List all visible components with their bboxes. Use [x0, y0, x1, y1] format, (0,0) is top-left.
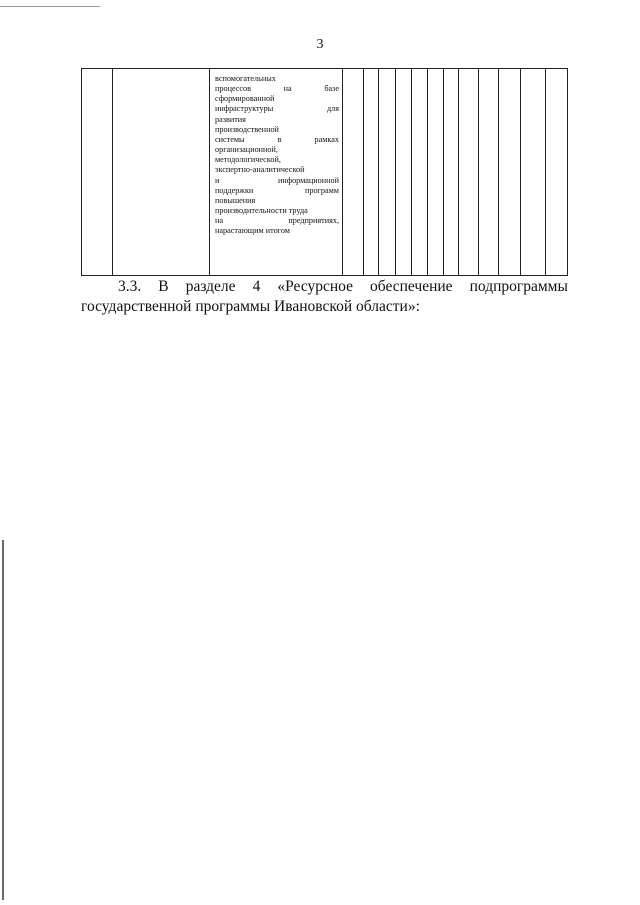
- paragraph-word: В: [158, 278, 169, 295]
- cell-text-line: системы в рамках: [215, 134, 339, 144]
- table-column-divider: [411, 69, 412, 275]
- table-column-divider: [342, 69, 343, 275]
- cell-text-line: на предприятиях,: [215, 216, 339, 226]
- scan-artifact-left-edge: [2, 540, 4, 900]
- cell-text-line: инфраструктуры для: [215, 104, 339, 114]
- cell-text-line: повышения: [215, 195, 256, 205]
- cell-text-line: вспомогательных: [215, 74, 276, 83]
- table-column-divider: [443, 69, 444, 275]
- cell-text-line: организационной,: [215, 145, 278, 155]
- scan-artifact-top-line: [0, 6, 100, 7]
- cell-text-line: нарастающим итогом: [215, 226, 290, 236]
- paragraph-word: разделе: [185, 278, 236, 295]
- paragraph-word: 4: [252, 278, 261, 295]
- table-column-divider: [363, 69, 364, 275]
- page-number: 3: [316, 37, 324, 52]
- paragraph-word: 3.3.: [118, 278, 142, 295]
- table-column-divider: [520, 69, 521, 275]
- paragraph-line-1: [118, 277, 568, 297]
- paragraph-word: подпрограммы: [469, 278, 568, 295]
- table-column-divider: [112, 69, 113, 275]
- cell-text-line: экспертно-аналитической: [215, 165, 305, 175]
- paragraph-line-2: государственной программы Ивановской области»:: [81, 298, 420, 315]
- cell-text-line: развития: [215, 114, 246, 124]
- cell-text-line: методологической,: [215, 155, 281, 165]
- table-column-divider: [545, 69, 546, 275]
- cell-text-line: производительности труда: [215, 206, 308, 216]
- paragraph-word: «Ресурсное: [277, 278, 353, 295]
- cell-text-line: поддержки программ: [215, 185, 339, 195]
- indicator-table-fragment: [81, 68, 568, 276]
- cell-text-line: и информационной: [215, 175, 339, 185]
- paragraph-word: обеспечение: [370, 278, 453, 295]
- table-column-divider: [427, 69, 428, 275]
- table-column-divider: [378, 69, 379, 275]
- cell-text-line: сформированной: [215, 94, 275, 104]
- table-column-divider: [498, 69, 499, 275]
- table-cell-indicator-name: [215, 74, 339, 237]
- table-column-divider: [478, 69, 479, 275]
- table-column-divider: [209, 69, 210, 275]
- cell-text-line: производственной: [215, 124, 279, 134]
- table-column-divider: [395, 69, 396, 275]
- table-column-divider: [458, 69, 459, 275]
- cell-text-line: процессов на базе: [215, 84, 339, 94]
